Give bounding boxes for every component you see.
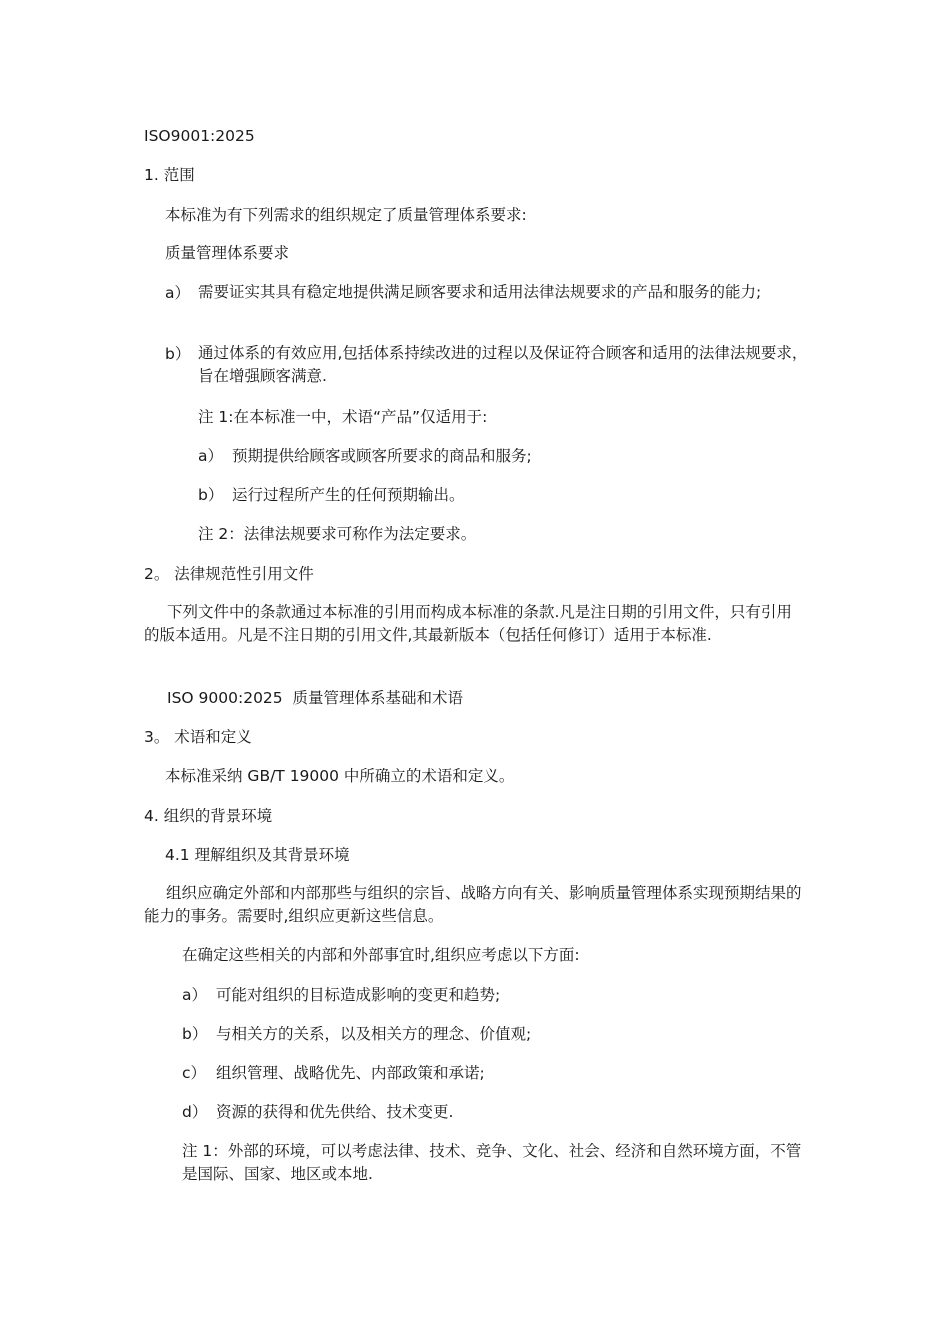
section-1-subheading: 质量管理体系要求 <box>165 244 290 262</box>
list-marker: c） <box>182 1064 207 1082</box>
list-item-text: 与相关方的关系，以及相关方的理念、价值观; <box>216 1025 532 1043</box>
section-2-paragraph: 下列文件中的条款通过本标准的引用而构成本标准的条款.凡是注日期的引用文件，只有引用的版本适用。凡是不注日期的引用文件,其最新版本（包括任何修订）适用于本标准. <box>144 603 792 644</box>
section-3-heading: 3。 术语和定义 <box>144 728 252 746</box>
section-4-heading: 4. 组织的背景环境 <box>144 807 273 825</box>
note-1: 注 1:在本标准一中，术语“产品”仅适用于: <box>198 408 488 426</box>
list-marker: d） <box>182 1103 208 1121</box>
list-marker: a） <box>182 986 207 1004</box>
note-1-external: 注 1：外部的环境，可以考虑法律、技术、竞争、文化、社会、经济和自然环境方面，不管是国际、国家、地区或本地. <box>182 1142 802 1183</box>
section-2-heading: 2。 法律规范性引用文件 <box>144 565 314 583</box>
list-marker: a） <box>165 284 190 302</box>
section-1-intro: 本标准为有下列需求的组织规定了质量管理体系要求: <box>165 206 527 224</box>
list-marker: b） <box>182 1025 208 1043</box>
list-marker: a） <box>198 447 223 465</box>
section-1-heading: 1. 范围 <box>144 166 195 184</box>
note-2: 注 2：法律法规要求可称作为法定要求。 <box>198 525 477 543</box>
list-item-text: 组织管理、战略优先、内部政策和承诺; <box>216 1064 485 1082</box>
list-item-text: 资源的获得和优先供给、技术变更. <box>216 1103 454 1121</box>
section-4-1-paragraph: 组织应确定外部和内部那些与组织的宗旨、战略方向有关、影响质量管理体系实现预期结果的能力的事务。需要时,组织应更新这些信息。 <box>144 884 802 925</box>
list-item-text: 需要证实其具有稳定地提供满足顾客要求和适用法律法规要求的产品和服务的能力; <box>198 283 762 301</box>
normative-reference: ISO 9000:2025 质量管理体系基础和术语 <box>167 689 464 707</box>
list-item-text: 预期提供给顾客或顾客所要求的商品和服务; <box>232 447 532 465</box>
list-item-text: 运行过程所产生的任何预期输出。 <box>232 486 465 504</box>
list-item-text: 通过体系的有效应用,包括体系持续改进的过程以及保证符合顾客和适用的法律法规要求，旨在增强顾客满意. <box>198 344 808 385</box>
consider-text: 在确定这些相关的内部和外部事宜时,组织应考虑以下方面: <box>182 946 580 964</box>
list-marker: b） <box>198 486 224 504</box>
section-4-1-heading: 4.1 理解组织及其背景环境 <box>165 846 350 864</box>
list-item-text: 可能对组织的目标造成影响的变更和趋势; <box>216 986 501 1004</box>
list-marker: b） <box>165 345 191 363</box>
document-title: ISO9001:2025 <box>144 127 255 145</box>
section-3-paragraph: 本标准采纳 GB/T 19000 中所确立的术语和定义。 <box>165 767 515 785</box>
